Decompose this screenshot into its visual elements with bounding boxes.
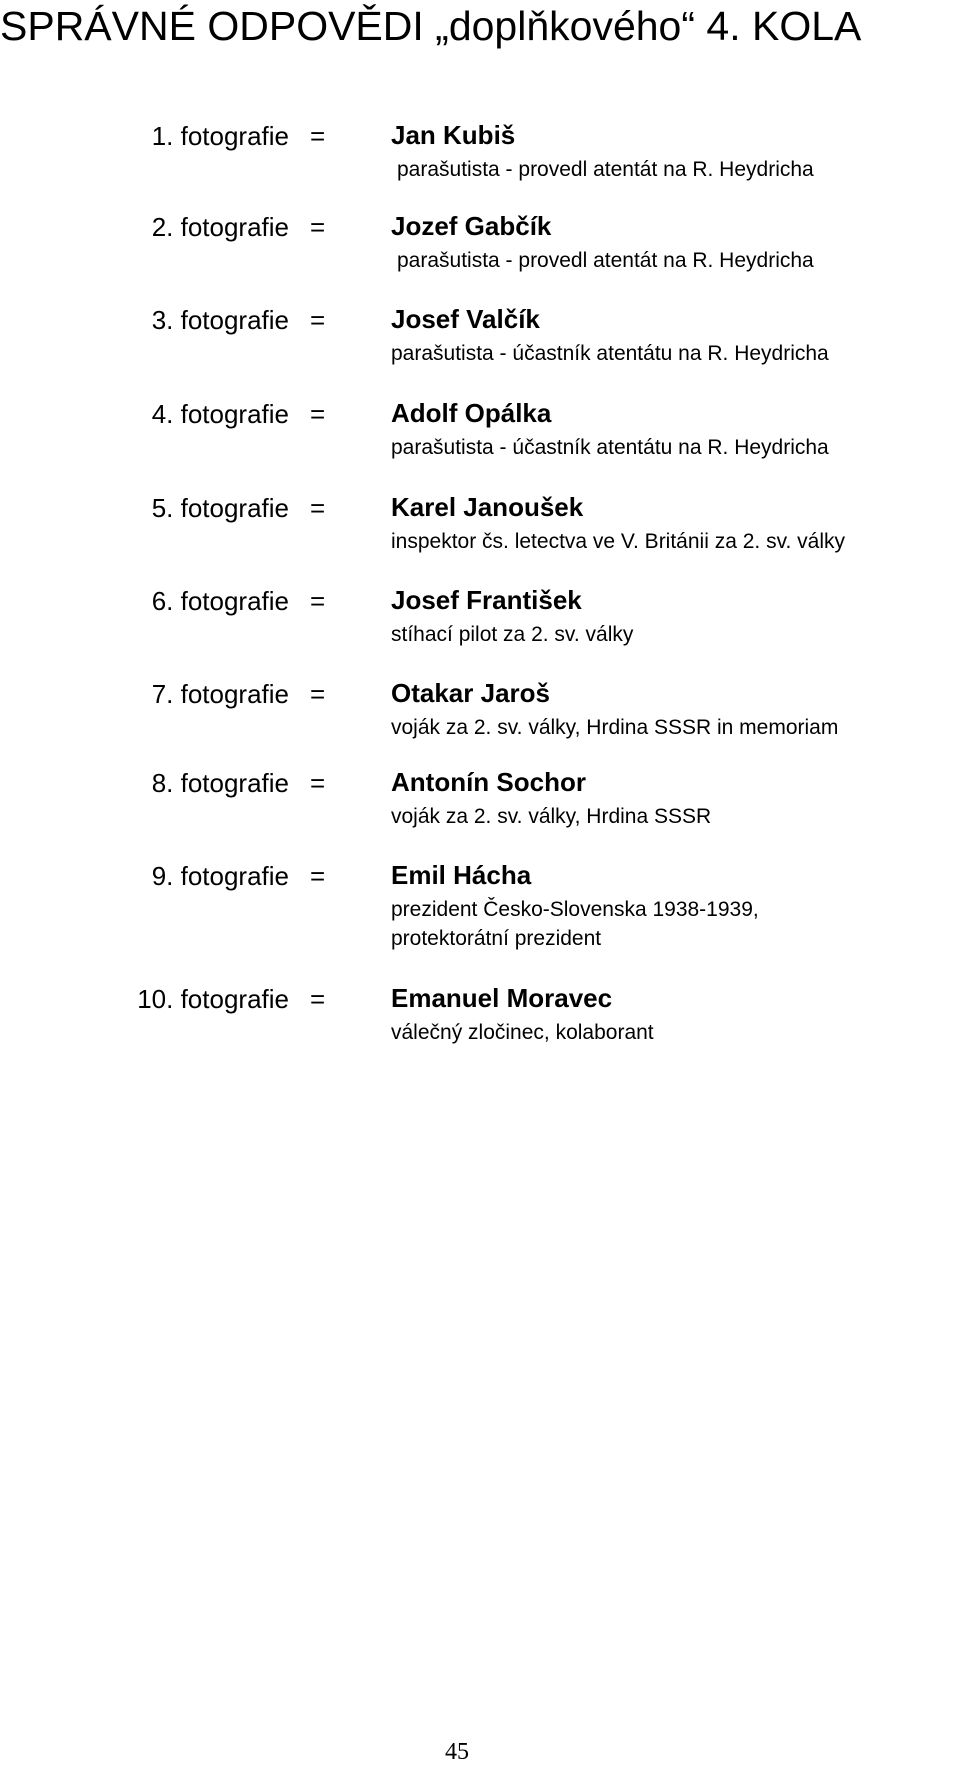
answer-entry-2 (0, 213, 960, 303)
photo-label: 3. fotografie (151, 305, 289, 335)
photo-label: 1. fotografie (151, 121, 289, 151)
equals-sign: = (310, 861, 326, 891)
photo-label: 6. fotografie (151, 586, 289, 616)
equals-sign: = (310, 768, 326, 798)
answer-entry-4 (0, 400, 960, 490)
equals-sign: = (310, 984, 326, 1014)
person-name: Karel Janoušek (391, 492, 584, 522)
photo-label: 7. fotografie (151, 679, 289, 709)
equals-sign: = (310, 212, 326, 242)
answer-entry-6 (0, 587, 960, 677)
person-name: Jan Kubiš (391, 120, 516, 150)
answer-entry-9 (0, 862, 960, 982)
person-name: Otakar Jaroš (391, 678, 550, 708)
person-description (397, 155, 814, 184)
answer-entry-10 (0, 985, 960, 1075)
person-description (391, 713, 838, 742)
person-name: Emil Hácha (391, 860, 532, 890)
photo-label: 10. fotografie (137, 984, 289, 1014)
equals-sign: = (310, 493, 326, 523)
person-name: Josef František (391, 585, 582, 615)
description-line: válečný zločinec, kolaborant (391, 1021, 654, 1044)
photo-label: 9. fotografie (151, 861, 289, 891)
answer-entry-3 (0, 306, 960, 396)
photo-label: 4. fotografie (151, 399, 289, 429)
answer-entry-7 (0, 680, 960, 770)
description-line: parašutista - provedl atentát na R. Heydricha (397, 158, 814, 181)
description-line: inspektor čs. letectva ve V. Británii za 2. sv. války (391, 530, 846, 553)
person-description (397, 246, 814, 275)
photo-label: 5. fotografie (151, 493, 289, 523)
description-line: voják za 2. sv. války, Hrdina SSSR (391, 805, 712, 828)
person-description (391, 895, 759, 953)
equals-sign: = (310, 679, 326, 709)
description-line: voják za 2. sv. války, Hrdina SSSR in memoriam (391, 716, 839, 739)
description-line: prezident Česko-Slovenska 1938-1939, (391, 898, 759, 921)
equals-sign: = (310, 399, 326, 429)
page-number: 45 (445, 1739, 469, 1765)
person-name: Josef Valčík (391, 304, 540, 334)
photo-label: 8. fotografie (151, 768, 289, 798)
person-description (391, 802, 711, 831)
description-line: protektorátní prezident (391, 927, 602, 950)
equals-sign: = (310, 586, 326, 616)
person-name: Adolf Opálka (391, 398, 552, 428)
person-description (391, 1018, 654, 1047)
person-name: Antonín Sochor (391, 767, 586, 797)
description-line: parašutista - provedl atentát na R. Heydricha (397, 249, 814, 272)
person-description (391, 527, 845, 556)
description-line: parašutista - účastník atentátu na R. Heydricha (391, 436, 829, 459)
equals-sign: = (310, 121, 326, 151)
person-description (391, 339, 829, 368)
person-name: Jozef Gabčík (391, 211, 552, 241)
description-line: stíhací pilot za 2. sv. války (391, 623, 634, 646)
equals-sign: = (310, 305, 326, 335)
person-description (391, 620, 633, 649)
page-title: SPRÁVNÉ ODPOVĚDI „doplňkového“ 4. KOLA (0, 3, 862, 49)
description-line: parašutista - účastník atentátu na R. Heydricha (391, 342, 829, 365)
person-description (391, 433, 829, 462)
answer-entry-5 (0, 494, 960, 584)
answer-entry-8 (0, 769, 960, 859)
photo-label: 2. fotografie (151, 212, 289, 242)
answer-entry-1 (0, 122, 960, 212)
person-name: Emanuel Moravec (391, 983, 613, 1013)
